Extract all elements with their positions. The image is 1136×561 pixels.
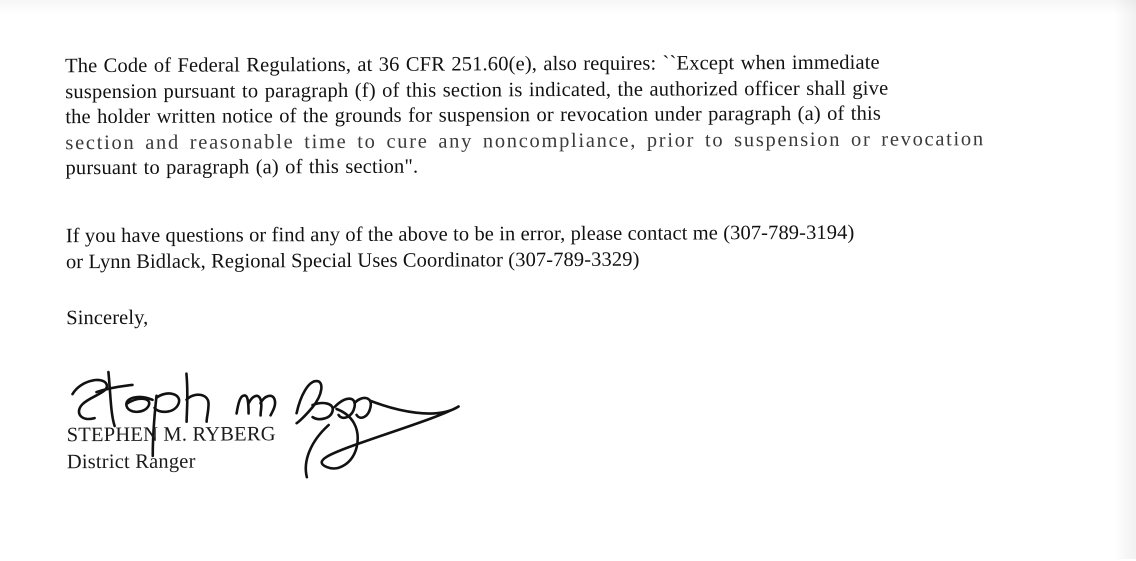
- paragraph-line: the holder written notice of the grounds for suspension or revocation under paragraph (a) of this: [65, 102, 882, 129]
- paragraph-line: section and reasonable time to cure any noncompliance, prior to suspension or revocation: [65, 127, 985, 154]
- signer-title: District Ranger: [66, 450, 196, 474]
- paragraph-line: suspension pursuant to paragraph (f) of this section is indicated, the authorized officer shall give: [65, 77, 889, 103]
- paragraph-line: or Lynn Bidlack, Regional Special Uses Coordinator (307-789-3329): [65, 248, 640, 273]
- paragraph-contact-info: [66, 220, 1046, 275]
- paragraph-line: The Code of Federal Regulations, at 36 CFR 251.60(e), also requires: ``Except when immediate: [65, 51, 880, 78]
- paragraph-line: If you have questions or find any of the above to be in error, please contact me (307-789-3194): [65, 221, 855, 248]
- paragraph-cfr-regulation: [65, 50, 1026, 182]
- closing-salutation: Sincerely,: [66, 306, 149, 330]
- signer-name: STEPHEN M. RYBERG: [66, 423, 276, 447]
- signer-identity: [67, 421, 276, 476]
- paragraph-line: pursuant to paragraph (a) of this section".: [65, 155, 419, 180]
